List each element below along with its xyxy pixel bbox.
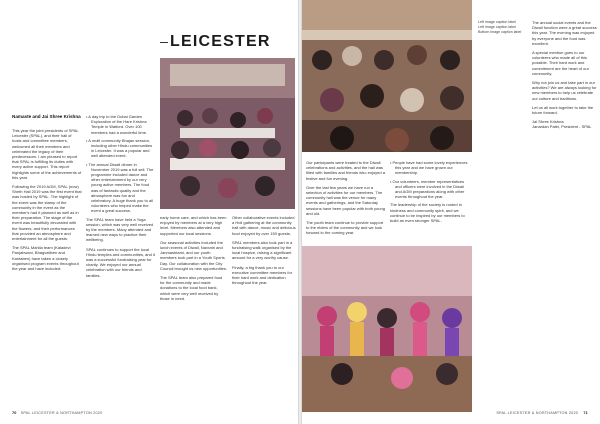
paragraph: The SPAL team also prepared food for the community and made donations to the local food bank, which were very well received by those in need. <box>160 275 223 301</box>
page-number: 71 <box>583 411 588 415</box>
page-footer <box>12 411 102 416</box>
article-column-1 <box>12 128 82 275</box>
bullet-text: The annual Diwali dinner in November 2019 was a full sell. The programme included dance and other entertainment by our very young active members. The food was of fantastic quality and the atmosphere was fun and celebratory. A huge thank you to all volunteers who helped make the event a great success. <box>88 161 154 214</box>
paragraph: The SPAL team have held a Yoga session, which was very well received by the members. Many attended and learned new ways to practice their wellbeing. <box>86 216 154 243</box>
photo-captions <box>478 20 526 35</box>
bullet-text: Our volunteers, member representatives and officers were involved in the Diwali and AGM preparations along with other events throughout the year. <box>392 178 465 200</box>
event-photo-audience <box>302 0 472 152</box>
caption-line: Left image caption label <box>478 25 516 29</box>
paragraph: Our seasonal activities included the lunch events of Diwali, Navratri and Janmashtami, and our youth members took part in a Youth Sports Day. Our collaboration with the City Council brought us new opportunities. <box>160 239 227 271</box>
paragraph: The annual social events and the Diwali function were a great success this year. The evening was enjoyed by everyone and the food was excellent. <box>532 20 597 46</box>
paragraph: The youth team continue to provide support to the elders of the community and we look forward to the coming year. <box>306 220 384 236</box>
article-column-right-2 <box>390 160 470 227</box>
bullet-item: • A multi community Bhajan session, including other Hindu communities in Leicester. It was a popular and well attended event. <box>86 137 153 159</box>
paragraph: early home care, and which has been enjoyed by members at a very high level. Members also attended and supported our local sessions. <box>160 215 227 236</box>
bullet-text: A multi community Bhajan session, including other Hindu communities in Leicester. It was a popular and well attended event. <box>88 137 153 159</box>
paragraph: Let us all work together to take the future forward. <box>532 104 594 116</box>
signature: Jai Shree Krishna Janardan Patel, President - SPAL <box>532 119 592 130</box>
caption-line: Left image caption label <box>478 20 516 24</box>
page-footer <box>496 411 588 416</box>
article-column-right-3 <box>532 20 598 134</box>
paragraph: SPAL members also took part in a fundraising walk organised by the local hospice, raising a significant amount for a very worthy cause. <box>232 239 293 261</box>
bullet-item: • People have had some lovely experiences this year and we have grown our membership. <box>390 160 468 176</box>
bullet-text: A day trip to the Dubai Garden Exploration of the Hare Krishna Temple in Watford. Over 100 members had a wonderful time. <box>88 114 148 135</box>
paragraph: Our participants were treated to the Diwali celebrations and activities, and the hall was filled with families and friends who enjoyed a festive and fun evening. <box>306 160 385 181</box>
article-column-4 <box>232 215 296 289</box>
paragraph: Finally, a big thank you to our executive committee members for their hard work and dedication throughout the year. <box>232 264 293 286</box>
bullet-text: People have had some lovely experiences this year and we have grown our membership. <box>392 160 468 176</box>
bullet-item: • A day trip to the Dubai Garden Exploration of the Hare Krishna Temple in Watford. Over 100 members had a wonderful time. <box>86 114 148 135</box>
title-rule <box>160 42 168 43</box>
paragraph: SPAL continues to support the local Hindu temples and communities, and it was a successful fundraising year for charity. We enjoyed our annual celebration with our friends and families. <box>86 246 155 278</box>
event-photo-dance-floor <box>302 246 472 412</box>
right-page <box>302 0 600 424</box>
caption-line: Bottom image caption label <box>478 30 522 34</box>
article-column-right-1 <box>306 160 386 240</box>
left-page <box>0 0 298 424</box>
page-number: 70 <box>12 411 17 415</box>
paragraph: Why not join us and take part in our activities? We are always looking for new members to help us celebrate our culture and traditions. <box>532 80 597 101</box>
paragraph: The leadership of the society is rooted in kindness and community spirit, and we continue to be inspired by our members to build an even stronger SPAL. <box>390 202 465 224</box>
page-title: LEICESTER <box>170 33 271 50</box>
paragraph: Over the last few years we have run a selection of activities for our members. The community hall was the venue for many events and gatherings, and the Saturday sessions have been popular with both young and old. <box>306 184 385 216</box>
paragraph: A special mention goes to our volunteers who made all of this possible. Their hard work and commitment are the heart of our community. <box>532 50 589 76</box>
paragraph: Other collaborative events included a Holi gathering at the community hall with dance, music and delicious food enjoyed by over 150 guests. <box>232 215 296 236</box>
footer-text: SPAL LEICESTER & NORTHAMPTON 2020 <box>496 411 579 415</box>
article-column-2 <box>86 114 156 282</box>
bullet-item: • Our volunteers, member representatives and officers were involved in the Diwali and AGM preparations along with other events throughout the year. <box>390 178 465 200</box>
article-column-3 <box>160 215 228 305</box>
event-photo-dinner-hall <box>160 58 295 209</box>
paragraph: Following the 2019 AGM, SPAL (now) Sheth Hall 2019 was the first event that was hosted by SPAL. The highlight of the event was the stamp of the community in the event as the member's had it planned as well as in their preparation. The stage of the event was beautifully decorated with the flowers, and their performances that provided an atmosphere and entertainment for all the guests. <box>12 184 82 242</box>
bullet-item: • The annual Diwali dinner in November 2019 was a full sell. The programme included dance and other entertainment by our very young active members. The food was of fantastic quality and the atmosphere was fun and celebratory. A huge thank you to all volunteers who helped make the event a great success. <box>86 161 154 214</box>
paragraph: This year the joint presidents of SPAL Leicester (SPAL), and their hall of hosts and committee members, welcomed all their members and celebrated the legacy of their predecessors. I am pleased to report that SPAL is fulfilling its duties with every active support. This report highlights some of the achievements of this year. <box>12 128 82 180</box>
paragraph: The SPAL Mahila team (Kaladevi Panjabwani, Bhagvatiben and Kantaben) have taken a closely organised program events throughout the year and have included: <box>12 245 79 272</box>
article-byline: Namaste and Jai Shree Krishna <box>12 114 81 119</box>
footer-text: SPAL LEICESTER & NORTHAMPTON 2020 <box>20 411 103 415</box>
